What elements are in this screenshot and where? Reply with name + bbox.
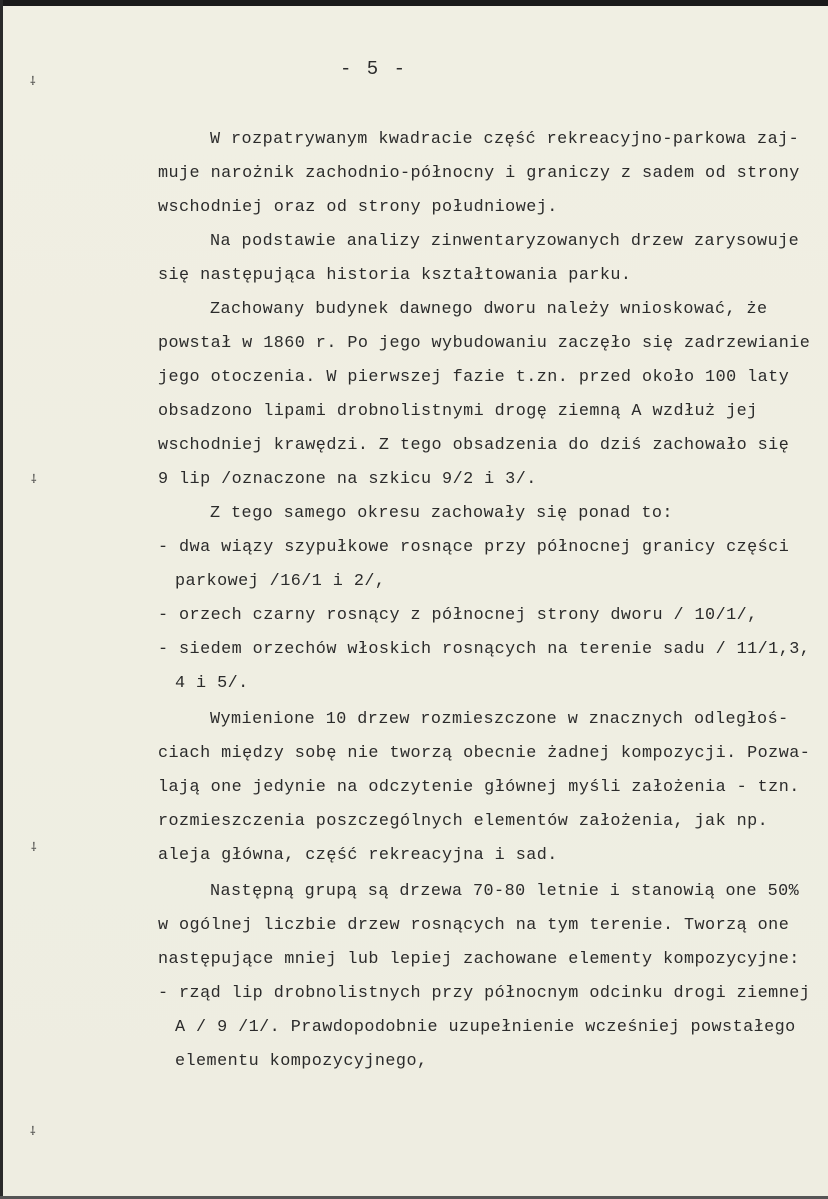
text-line: Następną grupą są drzewa 70-80 letnie i stanowią one 50% — [210, 882, 800, 901]
list-item: - siedem orzechów włoskich rosnących na terenie sadu / 11/1,3, — [158, 640, 811, 659]
text-line: aleja główna, część rekreacyjna i sad. — [158, 846, 558, 865]
text-line: rozmieszczenia poszczególnych elementów założenia, jak np. — [158, 812, 769, 831]
binding-mark-icon: ⸸ — [31, 840, 37, 854]
text-line: Z tego samego okresu zachowały się ponad to: — [210, 504, 673, 523]
text-line: Na podstawie analizy zinwentaryzowanych drzew zarysowuje — [210, 232, 800, 251]
text-line: muje narożnik zachodnio-północny i graniczy z sadem od strony — [158, 164, 800, 183]
text-line: lają one jedynie na odczytenie głównej myśli założenia - tzn. — [158, 778, 800, 797]
text-line: w ogólnej liczbie drzew rosnących na tym terenie. Tworzą one — [158, 916, 790, 935]
text-line: Zachowany budynek dawnego dworu należy wnioskować, że — [210, 300, 768, 319]
text-line: Wymienione 10 drzew rozmieszczone w znacznych odległoś- — [210, 710, 789, 729]
list-item-continuation: 4 i 5/. — [175, 674, 249, 693]
text-line: 9 lip /oznaczone na szkicu 9/2 i 3/. — [158, 470, 537, 489]
text-line: powstał w 1860 r. Po jego wybudowaniu zaczęło się zadrzewianie — [158, 334, 811, 353]
binding-mark-icon: ⸸ — [30, 1124, 36, 1138]
text-line: jego otoczenia. W pierwszej fazie t.zn. przed około 100 laty — [158, 368, 790, 387]
text-line: ciach między sobę nie tworzą obecnie żadnej kompozycji. Pozwa- — [158, 744, 811, 763]
scan-edge-top — [0, 0, 828, 6]
text-line: następujące mniej lub lepiej zachowane elementy kompozycyjne: — [158, 950, 800, 969]
page-number: - 5 - — [340, 58, 408, 80]
list-item-continuation: A / 9 /1/. Prawdopodobnie uzupełnienie wcześniej powstałego — [175, 1018, 796, 1037]
list-item-continuation: parkowej /16/1 i 2/, — [175, 572, 386, 591]
binding-mark-icon: ⸸ — [31, 472, 37, 486]
text-line: W rozpatrywanym kwadracie część rekreacyjno-parkowa zaj- — [210, 130, 800, 149]
list-item: - orzech czarny rosnący z północnej strony dworu / 10/1/, — [158, 606, 758, 625]
list-item: - rząd lip drobnolistnych przy północnym odcinku drogi ziemnej — [158, 984, 811, 1003]
list-item-continuation: elementu kompozycyjnego, — [175, 1052, 428, 1071]
list-item: - dwa wiązy szypułkowe rosnące przy północnej granicy części — [158, 538, 790, 557]
text-line: się następująca historia kształtowania parku. — [158, 266, 632, 285]
text-line: wschodniej krawędzi. Z tego obsadzenia do dziś zachowało się — [158, 436, 790, 455]
binding-mark-icon: ⸸ — [30, 74, 36, 88]
text-line: obsadzono lipami drobnolistnymi drogę ziemną A wzdłuż jej — [158, 402, 758, 421]
text-line: wschodniej oraz od strony południowej. — [158, 198, 558, 217]
scan-edge-left — [0, 0, 3, 1199]
